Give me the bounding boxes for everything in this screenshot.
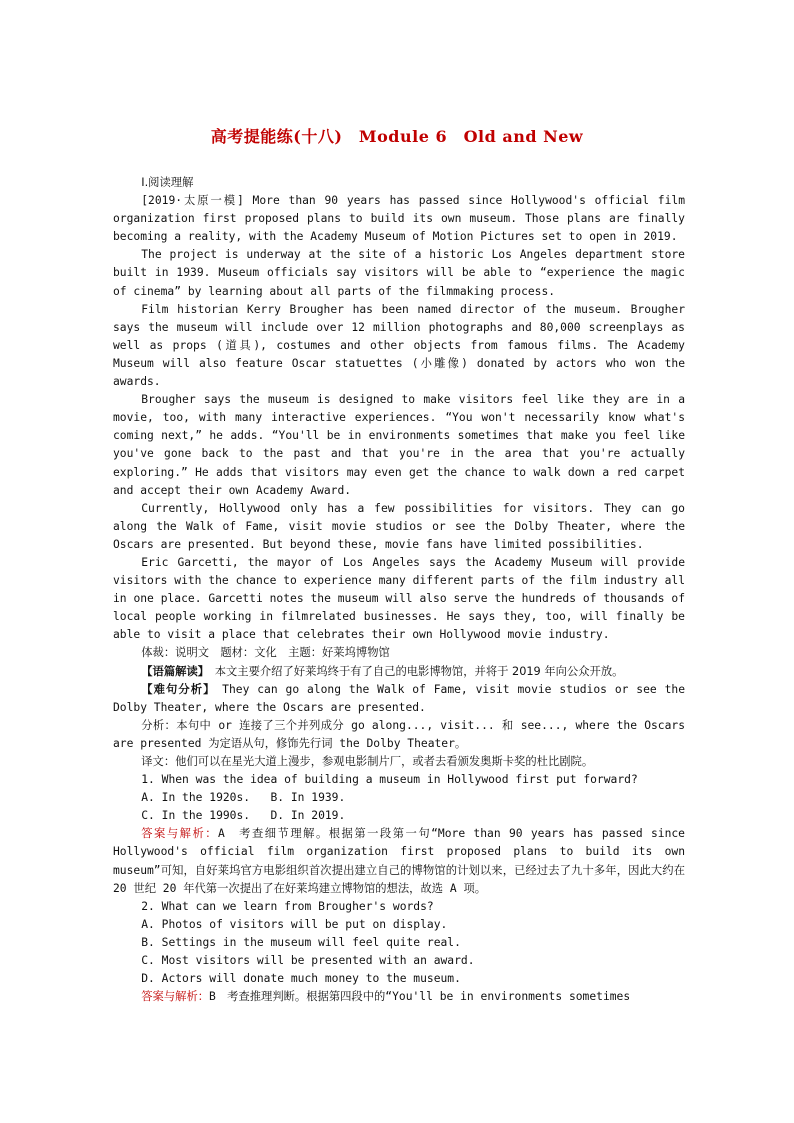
translation-paragraph: 译文：他们可以在星光大道上漫步，参观电影制片厂，或者去看颁发奥斯卡奖的杜比剧院。 [141,755,594,768]
difficult-text: They can go along the Walk of Fame, visit movie studios or see the Dolby Theater, where the Oscars are presented. [113,682,685,714]
passage-paragraph: Brougher says the museum is designed to make visitors feel like they are in a movie, too, with many interactive experiences. “You won't necessarily know what's coming next,” he adds. “You'll be in environments sometimes that make you feel like you've gone back to the past and that you're in the area that you're actually exploring.” He adds that visitors may even get the chance to walk down a red carpet and accept their own Academy Award. [113,393,685,497]
passage-paragraph: The project is underway at the site of a historic Los Angeles department store built in 1939. Museum officials say visitors will be able to “experience the magic of cinema” by learning about all parts of the filmmaking process. [113,248,685,298]
answer-text: A 考查细节理解。根据第一段第一句“More than 90 years has passed since Hollywood's official film organization first proposed plans to build its own museum”可知，自好莱坞官方电影组织首次提出建立自己的博物馆的计划以来，已经过去了九十多年，因此大约在 20 世纪 20 年代第一次提出了在好莱坞建立博物馆的想法，故选 A 项。 [113,827,685,895]
answer-label: 答案与解析： [141,827,219,841]
summary-paragraph [113,663,685,681]
page-title: 高考提能练(十八) Module 6 Old and New [210,127,584,146]
question-stem: 1. When was the idea of building a museum in Hollywood first put forward? [141,773,638,787]
question-option: C. Most visitors will be presented with an award. [141,954,475,968]
passage-paragraph: Film historian Kerry Brougher has been named director of the museum. Brougher says the museum will include over 12 million photographs and 80,000 screenplays as well as props (道具), costumes and other objects from famous films. The Academy Museum will also feature Oscar statuettes (小雕像) donated by actors who won the awards. [113,302,685,389]
summary-text: 本文主要介绍了好莱坞终于有了自己的电影博物馆，并将于 2019 年向公众开放。 [203,664,624,678]
section-heading: Ⅰ.阅读理解 [141,176,194,189]
passage-paragraph: [2019·太原一模] More than 90 years has passed since Hollywood's official film organization first proposed plans to build its own museum. Those plans are finally becoming a reality, with the Academy Museum of Motion Pictures set to open in 2019. [113,194,685,244]
document-body [113,174,685,1006]
difficult-sentence-paragraph [113,681,685,717]
genre-line: 体裁：说明文 题材：文化 主题：好莱坞博物馆 [141,646,390,660]
question-option: A. In the 1920s. B. In 1939. [141,791,346,805]
passage-paragraph: Eric Garcetti, the mayor of Los Angeles says the Academy Museum will provide visitors with the chance to experience many different parts of the film industry all in one place. Garcetti notes the museum will also serve the hundreds of thousands of local people working in filmrelated businesses. He says they, too, will finally be able to visit a place that celebrates their own Hollywood movie industry. [113,555,685,642]
answer-text: B 考查推理判断。根据第四段中的“You'll be in environments sometimes [209,990,631,1004]
question-option: B. Settings in the museum will feel quite real. [141,935,461,949]
question-option: A. Photos of visitors will be put on display. [141,917,448,931]
difficult-label: 【难句分析】 [141,682,210,696]
passage-paragraph: Currently, Hollywood only has a few possibilities for visitors. They can go along the Walk of Fame, visit movie studios or see the Dolby Theater, where the Oscars are presented. But beyond these, movie fans have limited possibilities. [113,501,685,551]
question-option: D. Actors will donate much money to the museum. [141,972,461,986]
answer-paragraph [113,988,685,1006]
summary-label: 【语篇解读】 [141,664,204,678]
answer-paragraph [113,825,685,897]
question-stem: 2. What can we learn from Brougher's words? [141,899,434,913]
question-option: C. In the 1990s. D. In 2019. [141,809,346,823]
breakdown-paragraph: 分析：本句中 or 连接了三个并列成分 go along..., visit... 和 see..., where the Oscars are presented 为定语从句，修饰先行词 the Dolby Theater。 [113,718,685,750]
answer-label: 答案与解析： [141,990,210,1004]
